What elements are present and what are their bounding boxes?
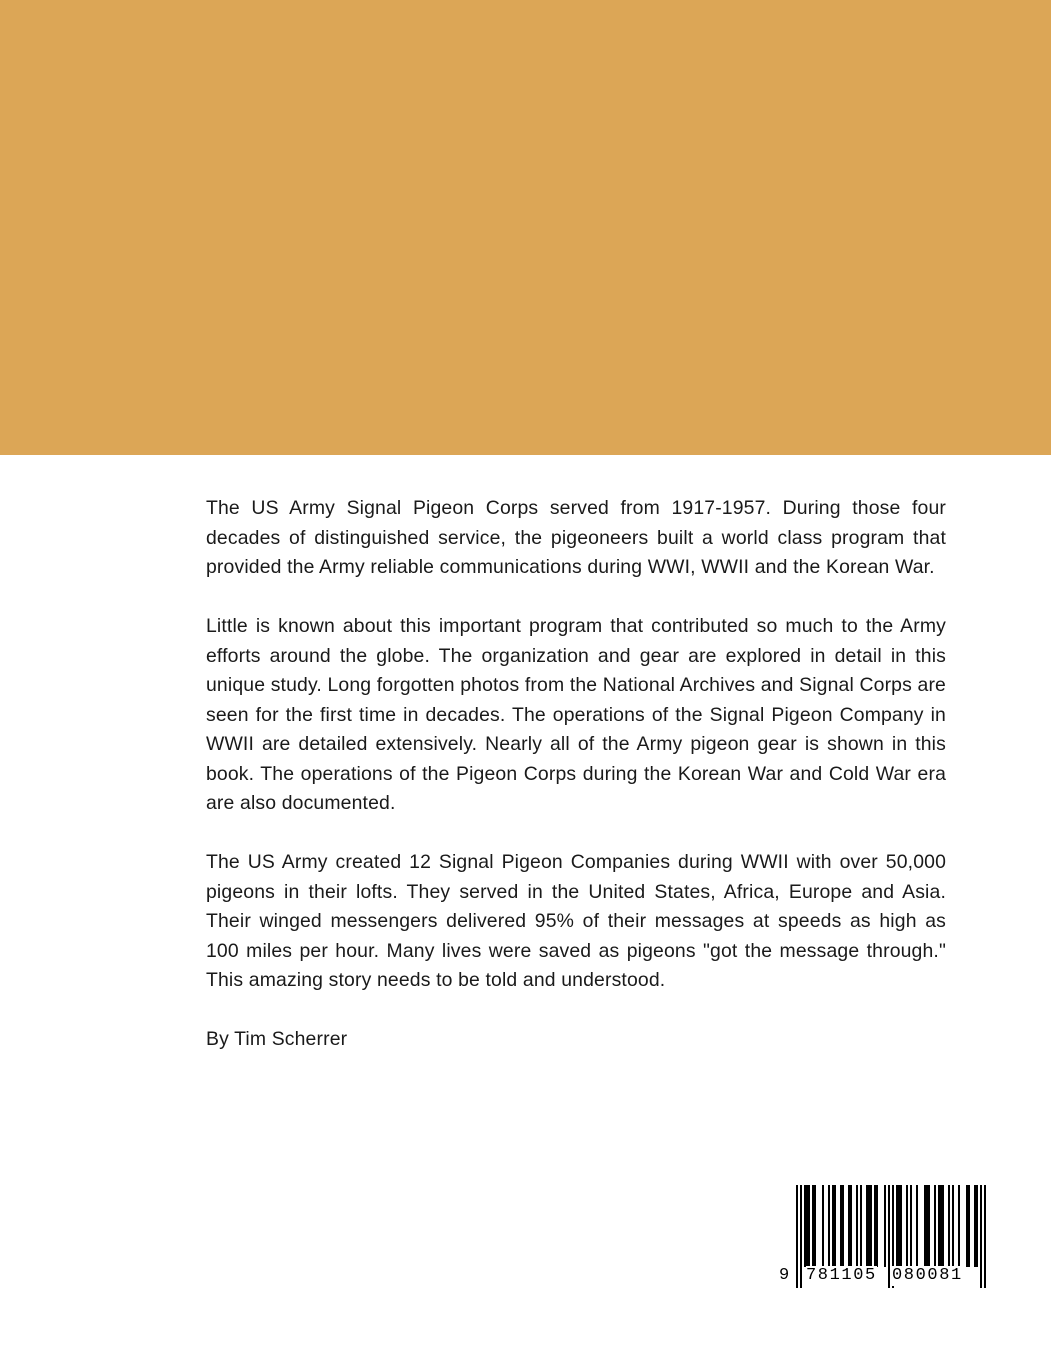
barcode-left-group: 781105 (806, 1266, 877, 1285)
blurb-paragraph-3: The US Army created 12 Signal Pigeon Companies during WWII with over 50,000 pigeons in their lofts. They served in the United States, Africa, Europe and Asia. Their winged messengers delivered 95% of their messages at speeds as high as 100 miles per hour. Many lives were saved as pigeons "got the message through." This amazing story needs to be told and understood. (206, 851, 946, 991)
barcode-bar (842, 1185, 844, 1267)
barcode-bar (868, 1185, 870, 1267)
barcode-bar (876, 1185, 878, 1267)
back-cover-blurb (206, 494, 946, 1084)
barcode-bar (948, 1185, 950, 1267)
barcode-bar (896, 1185, 898, 1267)
barcode-bar (906, 1185, 908, 1267)
author-line: By Tim Scherrer (206, 1028, 348, 1050)
barcode-bar (860, 1185, 862, 1267)
barcode-bar (814, 1185, 816, 1267)
barcode-bar (856, 1185, 858, 1267)
barcode-bar (974, 1185, 976, 1267)
barcode-bar (966, 1185, 968, 1267)
blurb-paragraph-2: Little is known about this important program that contributed so much to the Army efforts around the globe. The organization and gear are explored in detail in this unique study. Long forgotten photos from the National Archives and Signal Corps are seen for the first time in decades. The operations of the Signal Pigeon Company in WWII are detailed extensively. Nearly all of the Army pigeon gear is shown in this book. The operations of the Pigeon Corps during the Korean War and Cold War era are also documented. (206, 615, 946, 814)
barcode-bar (910, 1185, 912, 1267)
barcode-digits (776, 1266, 994, 1286)
barcode-right-group: 080081 (892, 1266, 963, 1285)
barcode-bar (938, 1185, 940, 1267)
barcode-bar (934, 1185, 936, 1267)
barcode-bar (806, 1185, 808, 1267)
barcode-bar (928, 1185, 930, 1267)
barcode-bar (968, 1185, 970, 1267)
barcode-bar (812, 1185, 814, 1267)
barcode-bar (916, 1185, 918, 1267)
barcode-bar (828, 1185, 830, 1267)
barcode-bar (834, 1185, 836, 1267)
barcode-bar (952, 1185, 954, 1267)
barcode-bar (808, 1185, 810, 1267)
barcode-bar (870, 1185, 872, 1267)
barcode-bar (804, 1185, 806, 1267)
barcode-bar (926, 1185, 928, 1267)
barcode-bar (884, 1185, 886, 1267)
barcode-bar (958, 1185, 960, 1267)
blurb-paragraph-1: The US Army Signal Pigeon Corps served from 1917-1957. During those four decades of distinguished service, the pigeoneers built a world class program that provided the Army reliable communications during WWI, WWII and the Korean War. (206, 497, 946, 578)
barcode-bar (866, 1185, 868, 1267)
cover-color-band (0, 0, 1051, 455)
barcode-bar (848, 1185, 850, 1267)
barcode-first-digit: 9 (779, 1266, 790, 1285)
barcode-bar (898, 1185, 900, 1267)
barcode-bar (976, 1185, 978, 1267)
barcode-bar (832, 1185, 834, 1267)
isbn-barcode (776, 1185, 994, 1289)
barcode-bar (874, 1185, 876, 1267)
barcode-bar (940, 1185, 942, 1267)
barcode-bar (924, 1185, 926, 1267)
barcode-bar (900, 1185, 902, 1267)
barcode-bar (822, 1185, 824, 1267)
barcode-bar (850, 1185, 852, 1267)
barcode-bar (942, 1185, 944, 1267)
barcode-bar (840, 1185, 842, 1267)
